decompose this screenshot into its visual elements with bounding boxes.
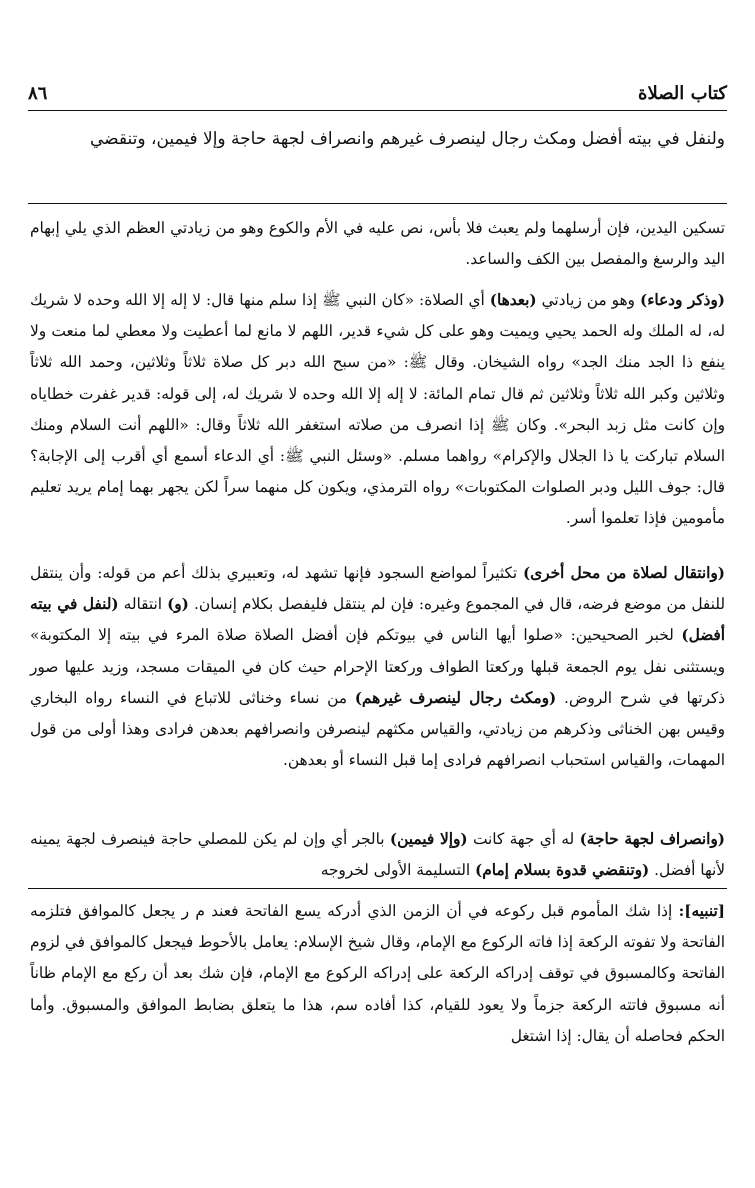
bold-phrase: (وإلا فيمين) xyxy=(389,830,468,848)
bold-phrase: (وذكر ودعاء) xyxy=(639,291,725,309)
bold-phrase: (لنفل في بيته أفضل) xyxy=(30,595,725,645)
bold-phrase: (ومكث رجال لينصرف غيرهم) xyxy=(354,688,557,707)
commentary-paragraph-1: تسكين اليدين، فإن أرسلهما ولم يعبث فلا بأس، نص عليه في الأم والكوع وهو من زيادتي العظم الذي يلي إبهام اليد والرسغ والمفصل بين الكف والساعد. xyxy=(30,219,725,269)
bold-phrase: (وانتقال لصلاة من محل أخرى) xyxy=(522,564,725,582)
commentary-paragraph-2: (وذكر ودعاء) وهو من زيادتي (بعدها) أي الصلاة: «كان النبي ﷺ إذا سلم منها قال: لا إله إلا الله وحده لا شريك له، له الملك وله الحمد يحيي ويميت وهو على كل شيء قدير، اللهم لا مانع لما أعطيت ولا معطي لما منعت ولا ينفع ذا الجد منك الجد» رواه الشيخان. وقال ﷺ: «من سبح الله دبر كل صلاة ثلاثاً وثلاثين، وحمد الله ثلاثاً وثلاثين وكبر الله ثلاثاً وثلاثين ثم قال تمام المائة: لا إله إلا الله وحده لا شريك له، إلى قوله: قدير غفرت خطاياه وإن كانت مثل زبد البحر». وكان ﷺ إذا انصرف من صلاته استغفر الله ثلاثاً وقال: «اللهم أنت السلام ومنك السلام تباركت يا ذا الجلال والإكرام» رواهما مسلم. «وسئل النبي ﷺ: أي الدعاء أسمع أي أقرب إلى الإجابة؟ قال: جوف الليل ودبر الصلوات المكتوبات» رواه الترمذي، ويكون كل منهما سراً لكن يجهر بهما إمام يريد تعليم مأمومين فإذا تعلموا أسر. xyxy=(30,291,725,528)
bold-phrase: (بعدها) xyxy=(489,291,537,309)
book-title: كتاب الصلاة xyxy=(638,82,727,104)
bold-phrase: (و) xyxy=(167,595,189,614)
page-header xyxy=(28,78,727,108)
footnote-text: إذا شك المأموم قبل ركوعه في أن الزمن الذي أدركه يسع الفاتحة فعند م ر يجعل كالموافق فتلزمه الفاتحة ولا تفوته الركعة إذا فاته الركوع مع الإمام، وقال شيخ الإسلام: يعامل بالأحوط فيجعل كالموافق في لزوم الفاتحة وكالمسبوق في توقف إدراكه الركعة على إدراكه الركوع مع الإمام، فإن شك بعد أن ركع مع الإمام ظاناً أنه مسبوق فاتته الركعة جزماً ولا يعود للقيام، كذا أفاده سم، هذا ما يتعلق بضابط الموافق والمسبوق. وأما الحكم فحاصله أن يقال: إذا اشتغل xyxy=(30,902,725,1045)
bold-phrase: (وتنقضي قدوة بسلام إمام) xyxy=(475,861,650,880)
commentary-paragraph-4: (وانصراف لجهة حاجة) له أي جهة كانت (وإلا فيمين) بالجر أي وإن لم يكن للمصلي حاجة فينصرف لجهة يمينه لأنها أفضل. (وتنقضي قدوة بسلام إمام) التسليمة الأولى لخروجه xyxy=(30,830,726,880)
page-number: ٨٦ xyxy=(28,82,48,104)
footnote-label: [تنبيه]: xyxy=(678,902,725,920)
footnote-separator xyxy=(28,888,727,889)
bold-phrase: (وانصراف لجهة حاجة) xyxy=(579,830,726,848)
header-rule xyxy=(28,110,727,111)
footnote xyxy=(30,896,725,1052)
commentary-paragraph-3: (وانتقال لصلاة من محل أخرى) تكثيراً لمواضع السجود فإنها تشهد له، وتعبيري بذلك أعم من قوله: وأن ينتقل للنفل من موضع فرضه، قال في المجموع وغيره: فإن لم ينتقل فليفصل بكلام إنسان. (و) انتقاله (لنفل في بيته أفضل) لخبر الصحيحين: «صلوا أيها الناس في بيوتكم فإن أفضل الصلاة صلاة المرء في بيته إلا المكتوبة» ويستثنى نفل يوم الجمعة قبلها وركعتا الطواف وركعتا الإحرام حيث كان في الميقات مسجد، وزيد عليها صور ذكرتها في شرح الروض. (ومكث رجال لينصرف غيرهم) من نساء وخناثى للاتباع في النساء رواه البخاري وقيس بهن الخناثى وذكرهم من زيادتي، والقياس مكثهم لينصرفن وانصرافهم بعدهن فرادى وهذا أولى من قول المهمات، والقياس استحباب انصرافهم فرادى إما قبل النساء أو بعدهن. xyxy=(30,564,725,770)
main-text-line: ولنفل في بيته أفضل ومكث رجال لينصرف غيرهم وانصراف لجهة حاجة وإلا فيمين، وتنقضي xyxy=(89,129,725,149)
main-text xyxy=(30,122,725,156)
commentary-separator xyxy=(28,203,727,204)
